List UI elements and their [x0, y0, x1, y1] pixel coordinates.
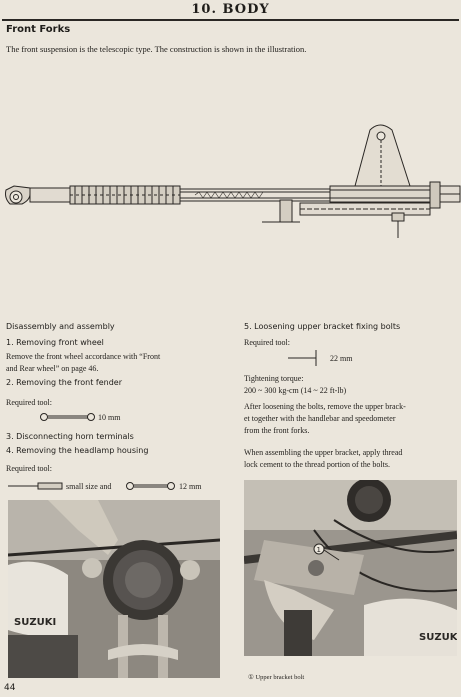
inner-tube	[180, 189, 330, 201]
assembly-note-line-2: lock cement to the thread portion of the bolts.	[244, 460, 390, 469]
outer-tube	[30, 188, 70, 202]
step1-text-line1: Remove the front wheel accordance with “Front	[6, 352, 161, 361]
box-wrench-icon	[40, 412, 96, 422]
step5-title: 5. Loosening upper bracket fixing bolts	[244, 322, 401, 331]
screwdriver-icon	[8, 481, 66, 491]
step2-title: 2. Removing the front fender	[6, 378, 122, 387]
torque-value: 200 ~ 300 kg-cm (14 ~ 22 ft-lb)	[244, 386, 347, 395]
stem-bolt	[280, 200, 292, 222]
t-wrench-icon	[286, 348, 322, 368]
page-number: 44	[4, 683, 16, 693]
bolt-marker-label: 1	[316, 546, 321, 554]
step5-tool-label: Required tool:	[244, 338, 290, 347]
step2-tool-label: Required tool:	[6, 398, 52, 407]
steering-stem	[330, 186, 430, 202]
box-wrench-icon-2	[126, 481, 176, 491]
step4-tool-label: Required tool:	[6, 464, 52, 473]
step4-title: 4. Removing the headlamp housing	[6, 446, 149, 455]
photo-caption: ① Upper bracket bolt	[248, 674, 305, 681]
after-line-1: After loosening the bolts, remove the upper brack-	[244, 402, 406, 411]
torque-label: Tightening torque:	[244, 374, 304, 383]
fork-cap	[430, 182, 440, 208]
step1-title: 1. Removing front wheel	[6, 338, 104, 347]
step2-tool-size: 10 mm	[98, 413, 121, 422]
chapter-title: 10. BODY	[191, 2, 270, 17]
step3-title: 3. Disconnecting horn terminals	[6, 432, 134, 441]
step5-tool-size: 22 mm	[330, 354, 353, 363]
dust-boot	[70, 186, 180, 204]
after-line-2: et together with the handlebar and speedometer	[244, 414, 396, 423]
left-photo-brand: SUZUKI	[14, 617, 57, 628]
front-fork-diagram	[0, 108, 461, 243]
axle-clamp-end	[6, 186, 31, 204]
step4-tool-size1: small size and	[66, 482, 112, 491]
assembly-heading: Disassembly and assembly	[6, 322, 115, 331]
upper-bracket-photo	[244, 480, 457, 670]
assembly-note-line-1: When assembling the upper bracket, apply thread	[244, 448, 403, 457]
headlamp-photo	[8, 500, 220, 678]
after-line-3: from the front forks.	[244, 426, 310, 435]
step1-text-line2: and Rear wheel” on page 46.	[6, 364, 99, 373]
step4-tool-size2: 12 mm	[179, 482, 202, 491]
section-title: Front Forks	[6, 24, 71, 35]
header-rule	[2, 19, 459, 21]
right-photo-brand: SUZUK	[419, 632, 457, 643]
intro-text: The front suspension is the telescopic type. The construction is shown in the illustration.	[6, 44, 307, 54]
